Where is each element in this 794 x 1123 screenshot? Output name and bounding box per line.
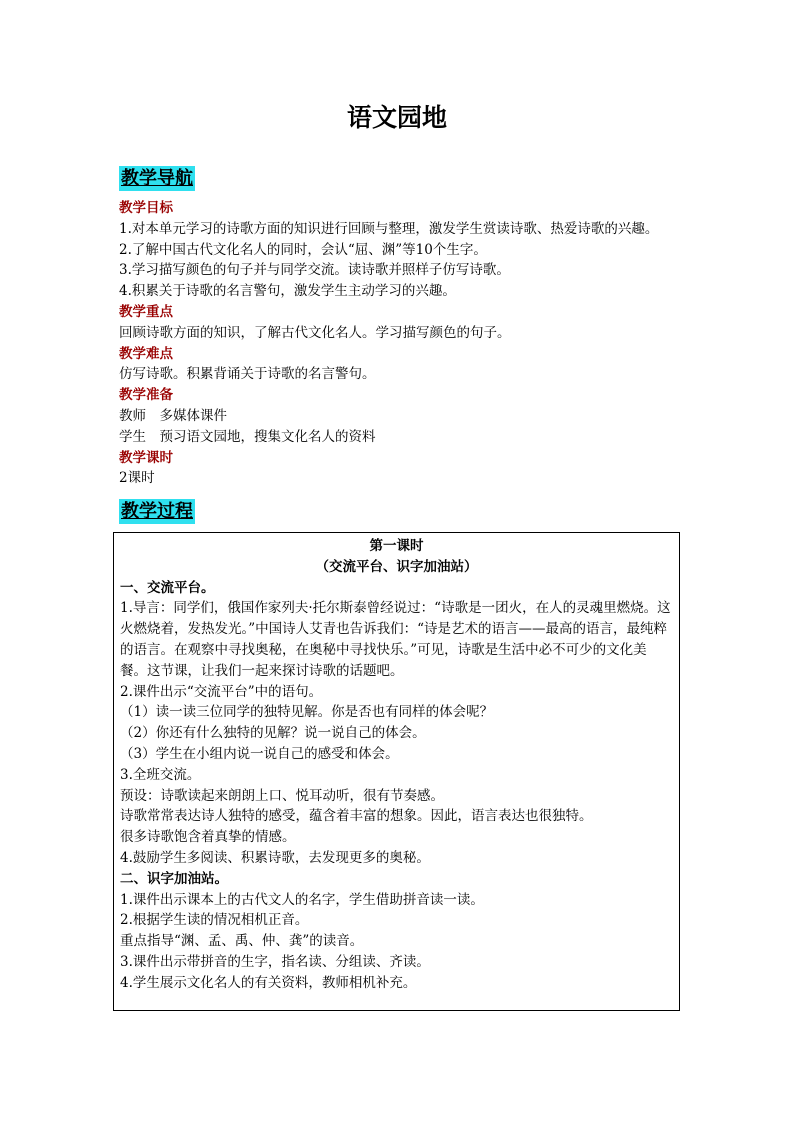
goal-item: 2.了解中国古代文化名人的同时，会认“屈、渊”等10个生字。 <box>119 241 487 258</box>
section-banner-teaching-guide: 教学导航 <box>121 168 193 189</box>
page-title: 语文园地 <box>346 103 447 132</box>
lesson-title: 第一课时 <box>369 538 424 554</box>
goals-heading: 教学目标 <box>119 200 173 216</box>
preparation-heading: 教学准备 <box>119 387 173 404</box>
part1-paragraph: 4.鼓励学生多阅读、积累诗歌，去发现更多的奥秘。 <box>120 849 430 866</box>
hours-heading: 教学课时 <box>119 449 173 466</box>
part1-paragraph: 2.课件出示“交流平台”中的语句。 <box>120 683 323 700</box>
part1-paragraph: 1.导言：同学们，俄国作家列夫·托尔斯泰曾经说过：“诗歌是一团火，在人的灵魂里燃烧。这火燃烧着，发热发光。”中国诗人艾青也告诉我们：“诗是艺术的语言——最高的语言，最纯粹的语言。在观察中寻找奥秘，在奥秘中寻找快乐。”可见，诗歌是生活中必不可少的文化美餐。这节课，让我们一起来探讨诗歌的话题吧。 <box>120 600 671 679</box>
difficulties-heading: 教学难点 <box>119 345 173 362</box>
part2-heading: 二、识字加油站。 <box>120 870 228 887</box>
part1-paragraph: 很多诗歌饱含着真挚的情感。 <box>120 829 296 846</box>
section-banner-teaching-process: 教学过程 <box>121 501 193 522</box>
key-points-text: 回顾诗歌方面的知识，了解古代文化名人。学习描写颜色的句子。 <box>119 324 511 341</box>
part1-paragraph: 诗歌常常表达诗人独特的感受，蕴含着丰富的想象。因此，语言表达也很独特。 <box>120 808 593 825</box>
part1-paragraph: （3）学生在小组内说一说自己的感受和体会。 <box>120 745 399 762</box>
part2-paragraph: 2.根据学生读的情况相机正音。 <box>120 912 309 929</box>
part1-heading: 一、交流平台。 <box>120 579 215 596</box>
part2-paragraph: 4.学生展示文化名人的有关资料，教师相机补充。 <box>120 974 417 991</box>
part1-paragraph: 预设：诗歌读起来朗朗上口、悦耳动听，很有节奏感。 <box>120 787 444 804</box>
preparation-student: 学生 预习语文园地，搜集文化名人的资料 <box>119 428 376 445</box>
key-points-heading: 教学重点 <box>119 303 173 320</box>
part2-paragraph: 1.课件出示课本上的古代文人的名字，学生借助拼音读一读。 <box>120 891 484 908</box>
goal-item: 3.学习描写颜色的句子并与同学交流。读诗歌并照样子仿写诗歌。 <box>119 262 510 279</box>
difficulties-text: 仿写诗歌。积累背诵关于诗歌的名言警句。 <box>119 366 376 383</box>
part1-paragraph: （2）你还有什么独特的见解？说一说自己的体会。 <box>120 725 426 742</box>
part2-paragraph: 重点指导“渊、孟、禹、仲、龚”的读音。 <box>120 933 364 950</box>
teaching-guide-section <box>119 198 689 489</box>
goal-item: 1.对本单元学习的诗歌方面的知识进行回顾与整理，激发学生赏读诗歌、热爱诗歌的兴趣。 <box>119 220 659 237</box>
part1-paragraph: （1）读一读三位同学的独特见解。你是否也有同样的体会呢？ <box>120 704 494 721</box>
lesson-box <box>113 532 680 1011</box>
part1-paragraph: 3.全班交流。 <box>120 766 201 783</box>
preparation-teacher: 教师 多媒体课件 <box>119 407 227 424</box>
hours-text: 2课时 <box>119 470 155 487</box>
goal-item: 4.积累关于诗歌的名言警句，激发学生主动学习的兴趣。 <box>119 283 456 300</box>
part2-paragraph: 3.课件出示带拼音的生字，指名读、分组读、齐读。 <box>120 953 430 970</box>
lesson-subtitle: （交流平台、识字加油站） <box>315 558 478 575</box>
